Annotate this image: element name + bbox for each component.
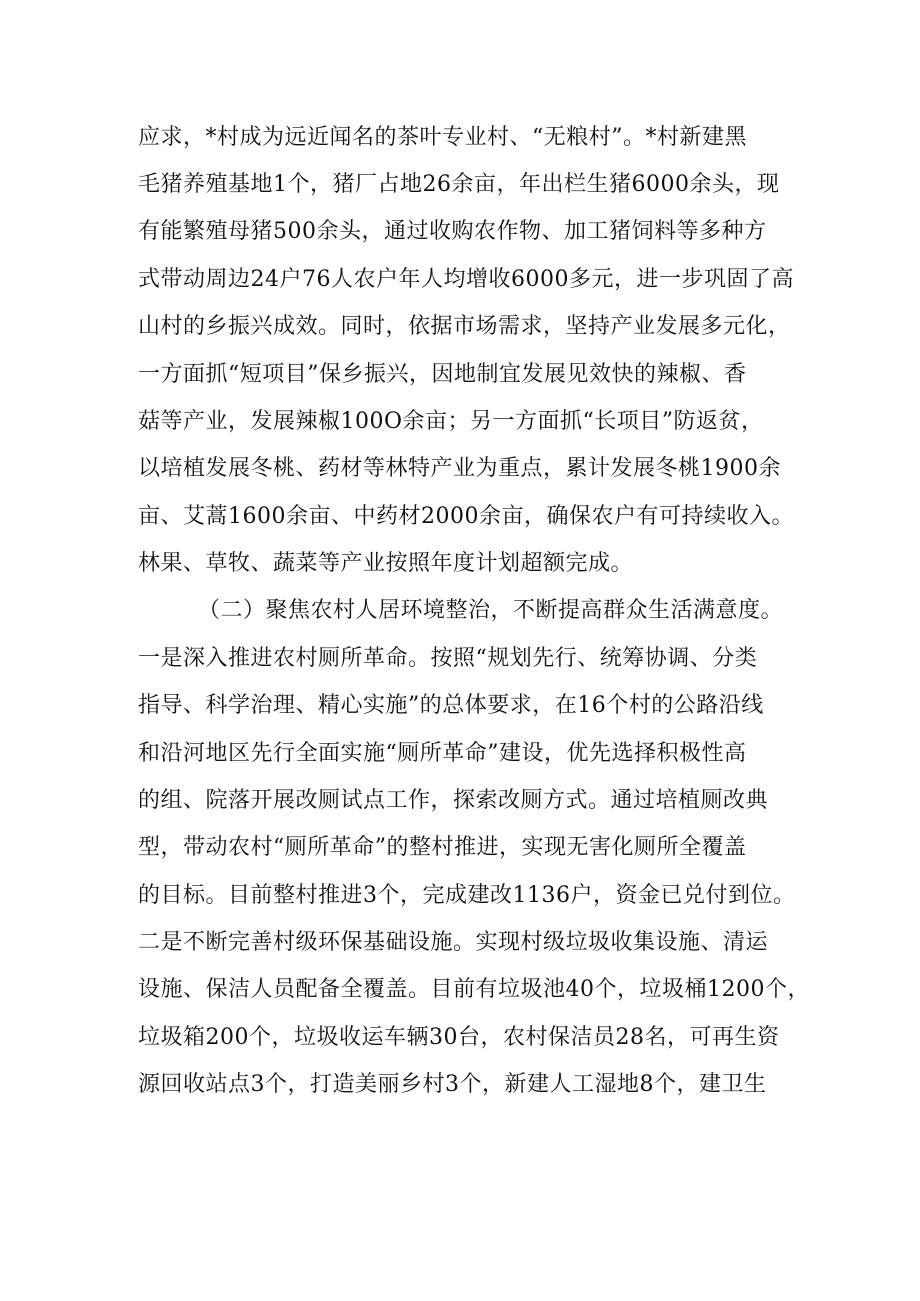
paragraph-line: 亩、艾蒿1600余亩、中药材2000余亩，确保农户有可持续收入。 [138, 504, 794, 529]
paragraph-line: 的组、院落开展改厕试点工作，探索改厕方式。通过培植厕改典 [138, 788, 769, 813]
paragraph-line: 式带动周边24户76人农户年人均增收6000多元，进一步巩固了高 [138, 267, 794, 292]
paragraph-line: 应求，*村成为远近闻名的茶叶专业村、“无粮村”。*村新建黑 [138, 125, 747, 150]
paragraph-line: 山村的乡振兴成效。同时，依据市场需求，坚持产业发展多元化， [138, 314, 791, 339]
paragraph-line: 一是深入推进农村厕所革命。按照“规划先行、统筹协调、分类 [138, 646, 758, 671]
paragraph-line: 指导、科学治理、精心实施”的总体要求，在16个村的公路沿线 [138, 693, 764, 718]
paragraph-line: 的目标。目前整村推进3个，完成建改1136户，资金已兑付到位。 [138, 883, 796, 908]
paragraph-line: 有能繁殖母猪500余头，通过收购农作物、加工猪饲料等多种方 [138, 219, 767, 244]
paragraph-line: 型，带动农村“厕所革命”的整村推进，实现无害化厕所全覆盖 [138, 835, 747, 860]
paragraph-line: 林果、草牧、蔬菜等产业按照年度计划超额完成。 [138, 551, 634, 576]
paragraph-line: 毛猪养殖基地1个，猪厂占地26余亩，年出栏生猪6000余头，现 [138, 172, 780, 197]
paragraph-line: 设施、保洁人员配备全覆盖。目前有垃圾池40个，垃圾桶1200个， [138, 977, 810, 1002]
paragraph-line: 菇等产业，发展辣椒100O余亩；另一方面抓“长项目”防返贫， [138, 409, 764, 434]
paragraph-line: 一方面抓“短项目”保乡振兴，因地制宜发展见效快的辣椒、香 [138, 362, 747, 387]
paragraph-line: 和沿河地区先行全面实施“厕所革命”建设，优先选择积极性高 [138, 741, 747, 766]
section-heading-line: （二）聚焦农村人居环境整治，不断提高群众生活满意度。 [198, 598, 784, 623]
paragraph-line: 以培植发展冬桃、药材等林特产业为重点，累计发展冬桃1900余 [138, 456, 781, 481]
paragraph-line: 垃圾箱200个，垃圾收运车辆30台，农村保洁员28名，可再生资 [138, 1025, 780, 1050]
paragraph-line: 源回收站点3个，打造美丽乡村3个，新建人工湿地8个，建卫生 [138, 1072, 767, 1097]
paragraph-line: 二是不断完善村级环保基础设施。实现村级垃圾收集设施、清运 [138, 930, 769, 955]
